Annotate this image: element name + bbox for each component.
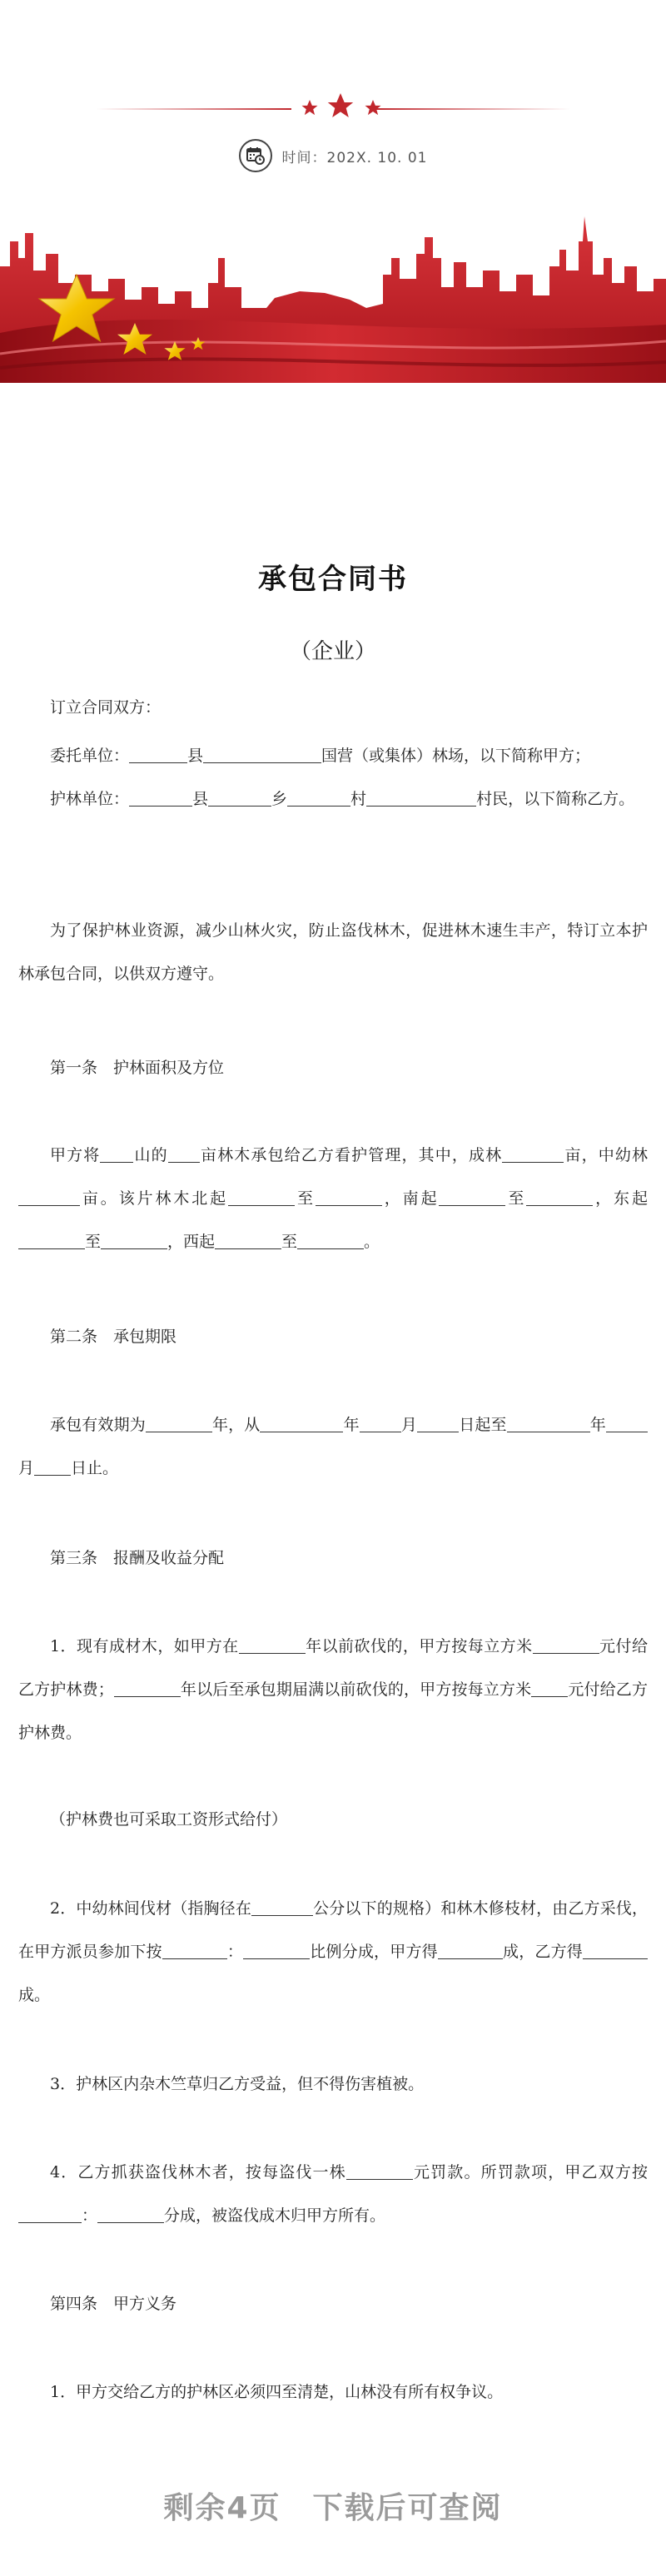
paragraph-party-b: 护林单位： 县 乡 村 村民，以下简称乙方。 bbox=[50, 790, 635, 808]
remaining-pages-notice[interactable]: 剩余4页 下载后可查阅 bbox=[163, 2491, 503, 2525]
article-2-heading: 第二条 承包期限 bbox=[50, 1328, 177, 1346]
paragraph-term: 承包有效期为 年，从 年 月 日起至 年月 日止。 bbox=[18, 1403, 648, 1490]
red-ribbon bbox=[0, 320, 666, 383]
star-icon bbox=[302, 100, 318, 115]
paragraph-party-a: 委托单位： 县 国营（或集体）林场，以下简称甲方； bbox=[50, 747, 591, 765]
paragraph-obligation-1: 1．甲方交给乙方的护林区必须四至清楚，山林没有所有权争议。 bbox=[50, 2383, 504, 2401]
paragraph-parties: 订立合同双方： bbox=[50, 698, 162, 717]
date-row bbox=[0, 137, 666, 174]
article-1-heading: 第一条 护林面积及方位 bbox=[50, 1059, 225, 1077]
document-subtitle: （企业） bbox=[289, 639, 376, 664]
article-4-heading: 第四条 甲方义务 bbox=[50, 2295, 177, 2313]
paragraph-thinning: 2．中幼林间伐材（指胸径在 公分以下的规格）和林木修枝材，由乙方采伐，在甲方派员参加下按 ： 比例分成，甲方得 成，乙方得成。 bbox=[18, 1899, 648, 2004]
paragraph-fee-note: （护林费也可采取工资形式给付） bbox=[50, 1810, 288, 1829]
calendar-clock-icon bbox=[239, 139, 272, 172]
star-icon bbox=[365, 100, 381, 115]
article-3-heading: 第三条 报酬及收益分配 bbox=[50, 1549, 225, 1567]
document-title: 承包合同书 bbox=[258, 563, 408, 596]
paragraph-fee: 1．现有成材木，如甲方在 年以前砍伐的，甲方按每立方米 元付给乙方护林费； 年以后至承包期届满以前砍伐的，甲方按每立方米 元付给乙方护林费。 bbox=[18, 1637, 648, 1742]
paragraph-purpose: 为了保护林业资源，减少山林火灾，防止盗伐林木，促进林木速生丰产，特订立本护林承包合同，以供双方遵守。 bbox=[18, 921, 648, 983]
star-icon bbox=[328, 93, 353, 117]
paragraph-grass: 3．护林区内杂木竺草归乙方受益，但不得伤害植被。 bbox=[50, 2075, 425, 2093]
paragraph-area: 甲方将 山的 亩林木承包给乙方看护管理，其中，成林 亩，中幼林亩。该片林木北起 至 ，南起 至 ，东起至 ，西起 至 。 bbox=[18, 1134, 648, 1263]
date-text: 时间：202X. 10. 01 bbox=[281, 149, 428, 166]
skyline-banner bbox=[0, 208, 666, 383]
paragraph-penalty: 4．乙方抓获盗伐林木者，按每盗伐一株 元罚款。所罚款项，甲乙双方按： 分成，被盗伐成木归甲方所有。 bbox=[18, 2151, 648, 2237]
header-ornament bbox=[0, 92, 666, 125]
